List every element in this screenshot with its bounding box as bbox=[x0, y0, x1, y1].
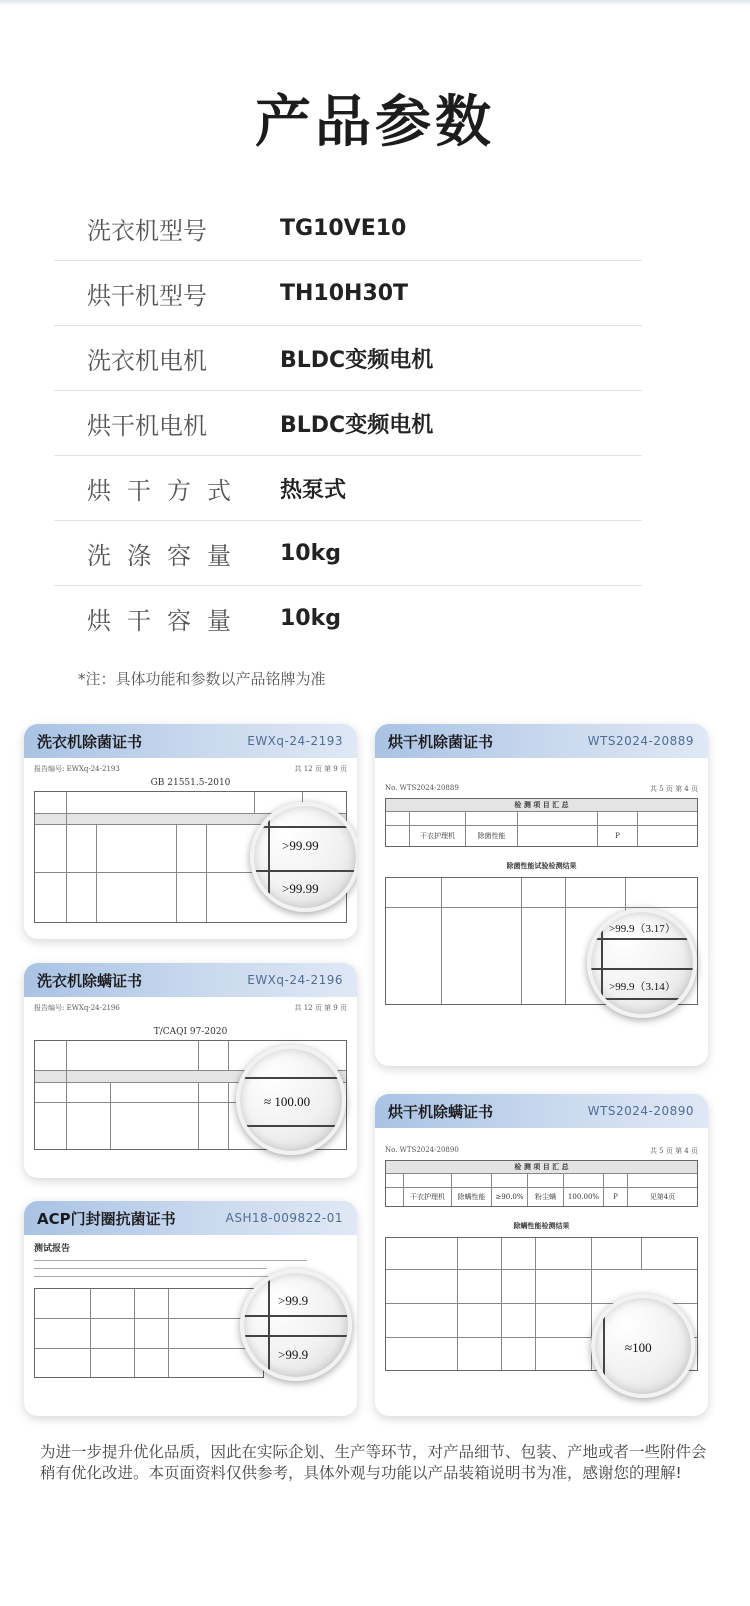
card-code: WTS2024-20889 bbox=[587, 734, 694, 748]
card-title: 烘干机除菌证书 bbox=[388, 732, 494, 751]
page-count: 共 12 页 第 9 页 bbox=[294, 765, 347, 773]
param-label: 烘干容量 bbox=[87, 607, 247, 635]
card-header bbox=[24, 724, 357, 758]
card-header bbox=[375, 724, 708, 758]
magnifier-callout bbox=[250, 802, 357, 912]
test-item: 除螨性能 bbox=[452, 1188, 492, 1206]
certificate-document bbox=[24, 1235, 357, 1384]
dryer-antibacterial-certificate[interactable] bbox=[375, 724, 708, 1066]
page-title: 产品参数 bbox=[255, 90, 495, 155]
standard-code: GB 21551.5-2010 bbox=[150, 778, 231, 788]
param-row bbox=[54, 196, 642, 261]
page-count: 共 5 页 第 4 页 bbox=[649, 785, 698, 793]
page-count: 共 12 页 第 9 页 bbox=[294, 1004, 347, 1012]
top-shade bbox=[0, 0, 750, 6]
card-code: WTS2024-20890 bbox=[587, 1104, 694, 1118]
magnified-value: >99.9 bbox=[278, 1347, 309, 1362]
sample-name: 干衣护理机 bbox=[404, 1188, 452, 1206]
card-title: 烘干机除螨证书 bbox=[388, 1102, 494, 1121]
washer-mite-removal-certificate[interactable] bbox=[24, 963, 357, 1178]
report-number: No. WTS2024-20890 bbox=[385, 1146, 459, 1154]
param-row bbox=[54, 586, 642, 651]
magnified-value: >99.9（3.14） bbox=[609, 981, 676, 993]
magnified-value: >99.99 bbox=[282, 881, 319, 896]
param-value: BLDC变频电机 bbox=[280, 412, 434, 438]
card-title: 洗衣机除菌证书 bbox=[37, 732, 143, 751]
card-header bbox=[24, 1201, 357, 1235]
param-label: 洗涤容量 bbox=[87, 541, 247, 570]
certificate-document bbox=[24, 997, 357, 1156]
param-label: 烘干机电机 bbox=[87, 411, 207, 440]
certificate-document bbox=[375, 758, 708, 1011]
param-value: TG10VE10 bbox=[280, 215, 407, 241]
magnifier-callout bbox=[236, 1045, 346, 1155]
param-value: 10kg bbox=[280, 540, 341, 566]
param-value: BLDC变频电机 bbox=[280, 347, 434, 373]
card-title: ACP门封圈抗菌证书 bbox=[37, 1209, 176, 1228]
page-count: 共 5 页 第 4 页 bbox=[649, 1147, 698, 1155]
result-title: 除菌性能试验检测结果 bbox=[506, 861, 577, 870]
param-label: 洗衣机电机 bbox=[87, 346, 207, 375]
report-number: 报告编号: EWXq-24-2193 bbox=[34, 765, 120, 773]
magnified-value: >99.99 bbox=[282, 838, 319, 853]
magnified-value: >99.9 bbox=[278, 1293, 309, 1308]
card-code: EWXq-24-2196 bbox=[247, 973, 343, 987]
card-code: ASH18-009822-01 bbox=[225, 1211, 343, 1225]
param-value: TH10H30T bbox=[280, 280, 409, 306]
verdict: P bbox=[598, 826, 638, 846]
param-label: 烘干方式 bbox=[87, 476, 247, 505]
magnifier-callout bbox=[591, 1294, 695, 1398]
mite-species: 粉尘螨 bbox=[528, 1188, 564, 1206]
card-code: EWXq-24-2193 bbox=[247, 734, 343, 748]
param-label: 洗衣机型号 bbox=[87, 216, 207, 245]
params-table bbox=[54, 196, 642, 651]
param-value: 热泵式 bbox=[280, 477, 347, 503]
test-table bbox=[34, 1288, 264, 1378]
certificate-document bbox=[24, 758, 357, 929]
card-title: 洗衣机除螨证书 bbox=[37, 971, 143, 990]
card-header bbox=[24, 963, 357, 997]
requirement: ≥90.0% bbox=[492, 1188, 528, 1206]
summary-title: 检 测 项 目 汇 总 bbox=[514, 1162, 569, 1171]
certificate-document bbox=[375, 1128, 708, 1377]
summary-table bbox=[385, 798, 698, 847]
magnified-value: ≈100 bbox=[625, 1340, 652, 1355]
param-row bbox=[54, 521, 642, 586]
test-result: 100.00% bbox=[564, 1188, 604, 1206]
summary-table bbox=[385, 1160, 698, 1207]
result-title: 除螨性能检测结果 bbox=[513, 1221, 570, 1230]
param-row bbox=[54, 456, 642, 521]
magnified-value: ≈ 100.00 bbox=[264, 1094, 311, 1109]
param-value: 10kg bbox=[280, 606, 341, 631]
params-note: *注：具体功能和参数以产品铭牌为准 bbox=[78, 670, 326, 688]
param-label: 烘干机型号 bbox=[87, 281, 207, 310]
page-reference: 见第4页 bbox=[649, 1193, 676, 1201]
param-row bbox=[54, 326, 642, 391]
magnifier-callout bbox=[587, 908, 697, 1018]
report-label: 测试报告 bbox=[34, 1244, 71, 1254]
test-item: 除菌性能 bbox=[466, 826, 518, 846]
summary-title: 检 测 项 目 汇 总 bbox=[514, 800, 569, 809]
washer-antibacterial-certificate[interactable] bbox=[24, 724, 357, 939]
acp-door-seal-certificate[interactable] bbox=[24, 1201, 357, 1416]
report-number: No. WTS2024-20889 bbox=[385, 784, 459, 792]
magnified-value: >99.9（3.17） bbox=[609, 923, 676, 935]
magnifier-callout bbox=[240, 1269, 352, 1381]
card-header bbox=[375, 1094, 708, 1128]
param-row bbox=[54, 261, 642, 326]
sample-name: 干衣护理机 bbox=[410, 826, 466, 846]
standard-code: T/CAQI 97-2020 bbox=[153, 1027, 228, 1037]
verdict: P bbox=[604, 1188, 628, 1206]
report-number: 报告编号: EWXq-24-2196 bbox=[34, 1004, 120, 1012]
disclaimer-text: 为进一步提升优化品质，因此在实际企划、生产等环节，对产品细节、包装、产地或者一些附件会稍有优化改进。本页面资料仅供参考，具体外观与功能以产品装箱说明书为准，感谢您的理解! bbox=[40, 1443, 707, 1482]
dryer-mite-removal-certificate[interactable] bbox=[375, 1094, 708, 1416]
param-row bbox=[54, 391, 642, 456]
